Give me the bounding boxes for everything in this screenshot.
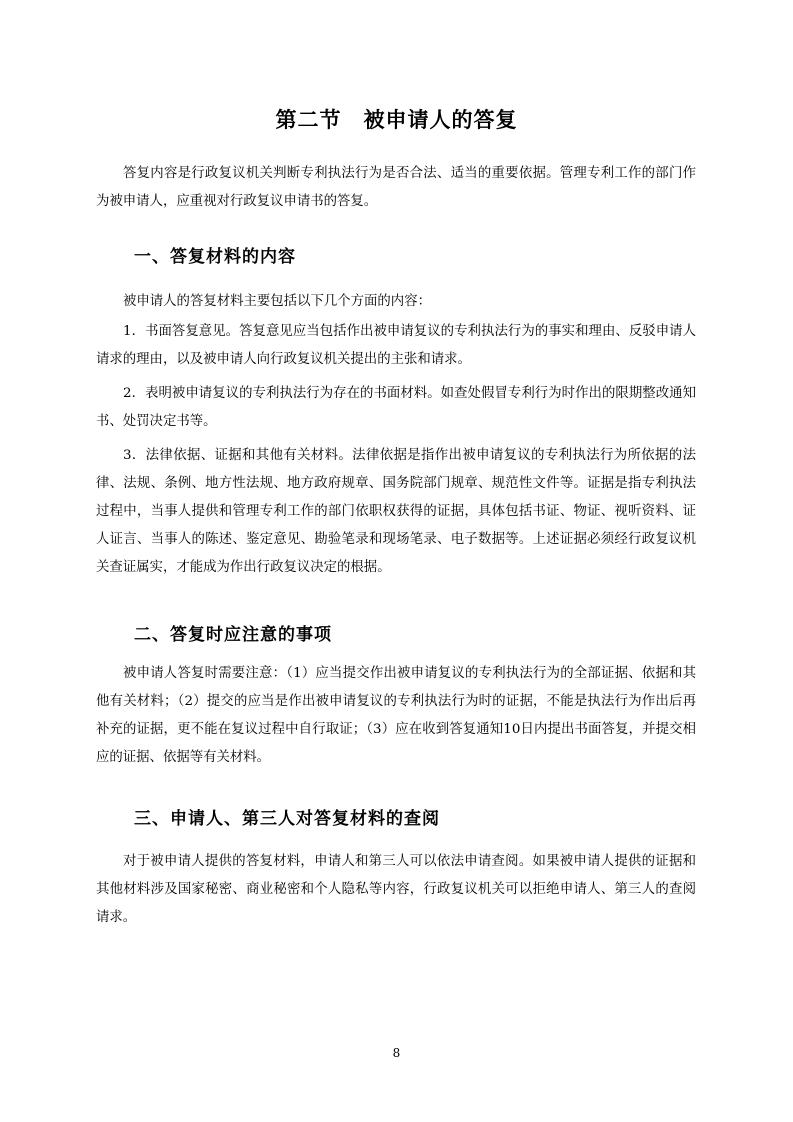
section1-item2: 2．表明被申请复议的专利执法行为存在的书面材料。如查处假冒专利行为时作出的限期整改通知书、处罚决定书等。	[96, 386, 696, 429]
section3-body: 对于被申请人提供的答复材料，申请人和第三人可以依法申请查阅。如果被申请人提供的证据和其他材料涉及国家秘密、商业秘密和个人隐私等内容，行政复议机关可以拒绝申请人、第三人的查阅请求。	[96, 854, 696, 925]
section1-item1: 1．书面答复意见。答复意见应当包括作出被申请复议的专利执法行为的事实和理由、反驳申请人请求的理由，以及被申请人向行政复议机关提出的主张和请求。	[96, 324, 696, 367]
page-title: 第二节 被申请人的答复	[275, 108, 518, 132]
intro-paragraph: 答复内容是行政复议机关判断专利执法行为是否合法、适当的重要依据。管理专利工作的部门作为被申请人，应重视对行政复议申请书的答复。	[96, 166, 696, 209]
section2-body: 被申请人答复时需要注意：（1）应当提交作出被申请复议的专利执法行为的全部证据、依据和其他有关材料；（2）提交的应当是作出被申请复议的专利执法行为时的证据，不能是执法行为作出后再补充的证据，更不能在复议过程中自行取证；（3）应在收到答复通知10日内提出书面答复，并提交相应的证据、依据等有关材料。	[96, 666, 696, 765]
section1-item3: 3．法律依据、证据和其他有关材料。法律依据是指作出被申请复议的专利执法行为所依据的法律、法规、条例、地方性法规、地方政府规章、国务院部门规章、规范性文件等。证据是指专利执法过程中，当事人提供和管理专利工作的部门依职权获得的证据，具体包括书证、物证、视听资料、证人证言、当事人的陈述、鉴定意见、勘验笔录和现场笔录、电子数据等。上述证据必须经行政复议机关查证属实，才能成为作出行政复议决定的根据。	[96, 448, 696, 575]
section1-lead: 被申请人的答复材料主要包括以下几个方面的内容：	[123, 294, 431, 309]
section3-heading: 三、申请人、第三人对答复材料的查阅	[134, 809, 440, 829]
section2-heading: 二、答复时应注意的事项	[134, 625, 332, 645]
page-number: 8	[392, 1046, 401, 1060]
section1-heading: 一、答复材料的内容	[134, 247, 296, 267]
